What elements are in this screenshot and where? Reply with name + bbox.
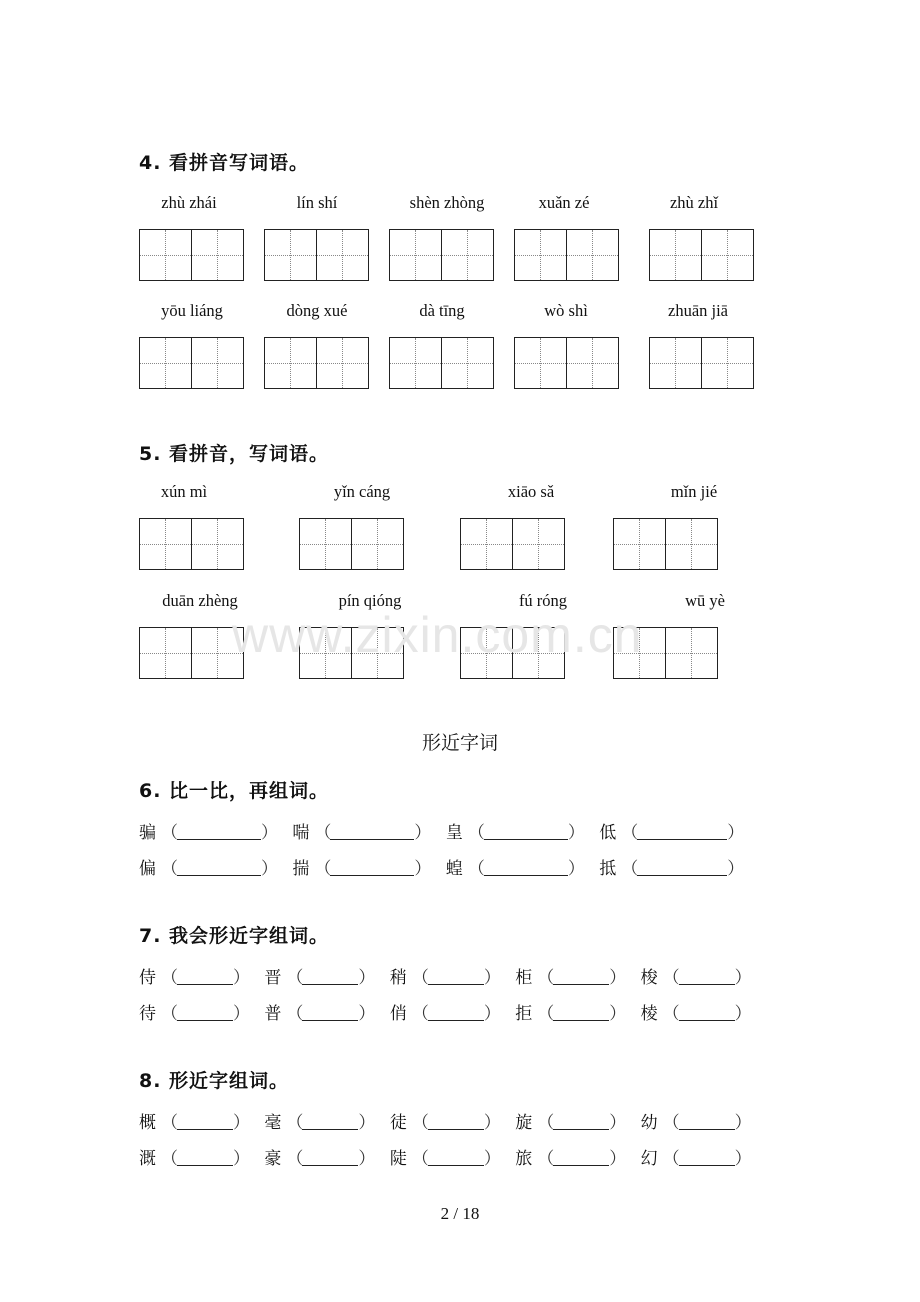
pinyin-label: zhù zhái: [161, 193, 217, 212]
paren: （: [662, 1004, 680, 1024]
answer-blank[interactable]: [177, 970, 233, 985]
paren: ）: [609, 1004, 627, 1024]
paren: （: [411, 1113, 429, 1133]
paren: （: [537, 1004, 555, 1024]
pinyin-label: dòng xué: [286, 301, 348, 320]
paren: （: [662, 1149, 680, 1169]
paren: ）: [233, 1004, 250, 1024]
answer-blank[interactable]: [637, 825, 727, 840]
paren: ）: [261, 859, 278, 879]
paren: ）: [734, 1113, 752, 1133]
paren: （: [537, 968, 555, 988]
answer-blank[interactable]: [553, 1115, 609, 1130]
watermark: www.zixin.com.cn: [232, 607, 643, 663]
pinyin-label: dà tīng: [419, 301, 465, 320]
answer-blank[interactable]: [302, 1115, 358, 1130]
answer-blank[interactable]: [428, 1115, 484, 1130]
paren: ）: [358, 1149, 376, 1169]
answer-blank[interactable]: [679, 1151, 735, 1166]
answer-blank[interactable]: [177, 1151, 233, 1166]
paren: ）: [261, 823, 278, 843]
paren: ）: [734, 1004, 752, 1024]
paren: （: [161, 823, 178, 843]
character: 侍: [139, 968, 156, 988]
answer-blank[interactable]: [330, 861, 414, 876]
pinyin-label: shèn zhòng: [409, 193, 485, 212]
writing-grid[interactable]: [139, 518, 244, 570]
paren: （: [411, 1149, 429, 1169]
paren: （: [286, 1004, 304, 1024]
character: 豪: [264, 1149, 282, 1169]
answer-blank[interactable]: [679, 970, 735, 985]
paren: （: [314, 823, 332, 843]
paren: ）: [233, 968, 250, 988]
question-7-title: 7. 我会形近字组词。: [139, 925, 330, 947]
paren: （: [467, 859, 485, 879]
answer-blank[interactable]: [428, 1151, 484, 1166]
writing-grid[interactable]: [649, 229, 754, 281]
paren: ）: [734, 968, 752, 988]
writing-grid[interactable]: [139, 627, 244, 679]
paren: （: [286, 1149, 304, 1169]
character: 溉: [139, 1149, 156, 1169]
character: 概: [139, 1113, 156, 1133]
answer-blank[interactable]: [679, 1115, 735, 1130]
paren: （: [161, 1149, 178, 1169]
pinyin-label: xiāo sǎ: [507, 482, 555, 501]
writing-grid[interactable]: [389, 337, 494, 389]
paren: （: [161, 968, 178, 988]
paren: ）: [727, 823, 745, 843]
paren: ）: [567, 859, 585, 879]
character: 陡: [389, 1149, 407, 1169]
pinyin-label: wò shì: [544, 301, 588, 320]
answer-blank[interactable]: [553, 1151, 609, 1166]
pinyin-label: fú róng: [518, 591, 568, 610]
q7-row1: [139, 963, 751, 988]
paren: （: [537, 1149, 555, 1169]
pinyin-label: yōu liáng: [161, 301, 223, 320]
q8-row1: [139, 1108, 751, 1133]
character: 骗: [139, 823, 156, 843]
writing-grid[interactable]: [139, 337, 244, 389]
paren: ）: [358, 1004, 376, 1024]
paren: ）: [483, 968, 501, 988]
q6-row1: [139, 818, 743, 843]
answer-blank[interactable]: [637, 861, 727, 876]
writing-grid[interactable]: [460, 518, 565, 570]
answer-blank[interactable]: [553, 970, 609, 985]
paren: （: [161, 1113, 178, 1133]
writing-grid[interactable]: [649, 337, 754, 389]
answer-blank[interactable]: [428, 1006, 484, 1021]
character: 待: [139, 1004, 156, 1024]
paren: （: [467, 823, 485, 843]
character: 揣: [292, 859, 310, 879]
character: 旋: [515, 1113, 533, 1133]
answer-blank[interactable]: [177, 1115, 233, 1130]
paren: （: [662, 1113, 680, 1133]
paren: （: [621, 859, 639, 879]
q7-row2: [139, 999, 751, 1024]
paren: （: [286, 968, 304, 988]
paren: （: [161, 859, 178, 879]
character: 低: [599, 823, 617, 843]
writing-grid[interactable]: [299, 518, 404, 570]
answer-blank[interactable]: [679, 1006, 735, 1021]
answer-blank[interactable]: [302, 1006, 358, 1021]
character: 毫: [264, 1113, 282, 1133]
character: 幼: [640, 1113, 658, 1133]
paren: ）: [483, 1113, 501, 1133]
answer-blank[interactable]: [177, 861, 261, 876]
paren: ）: [233, 1149, 250, 1169]
answer-blank[interactable]: [428, 970, 484, 985]
answer-blank[interactable]: [553, 1006, 609, 1021]
character: 蝗: [445, 859, 463, 879]
writing-grid[interactable]: [139, 229, 244, 281]
writing-grid[interactable]: [514, 229, 619, 281]
writing-grid[interactable]: [514, 337, 619, 389]
answer-blank[interactable]: [484, 825, 568, 840]
pinyin-label: lín shí: [296, 193, 338, 212]
pinyin-label: xún mì: [160, 482, 208, 501]
pinyin-label: duān zhèng: [162, 591, 238, 610]
answer-blank[interactable]: [484, 861, 568, 876]
paren: ）: [567, 823, 585, 843]
character: 俏: [389, 1004, 407, 1024]
question-8-title: 8. 形近字组词。: [139, 1070, 290, 1092]
pinyin-label: zhù zhǐ: [669, 193, 719, 212]
character: 抵: [599, 859, 617, 879]
answer-blank[interactable]: [177, 825, 261, 840]
question-4-title: 4. 看拼音写词语。: [139, 152, 310, 174]
character: 晋: [264, 968, 282, 988]
paren: （: [161, 1004, 178, 1024]
character: 旅: [515, 1149, 533, 1169]
character: 徒: [389, 1113, 407, 1133]
character: 普: [264, 1004, 282, 1024]
pinyin-label: zhuān jiā: [667, 301, 729, 320]
pinyin-label: yǐn cáng: [333, 482, 391, 501]
answer-blank[interactable]: [330, 825, 414, 840]
character: 梭: [640, 968, 658, 988]
character: 稍: [389, 968, 407, 988]
writing-grid[interactable]: [264, 229, 369, 281]
paren: ）: [414, 859, 432, 879]
paren: ）: [414, 823, 432, 843]
page-number: 2 / 18: [440, 1204, 480, 1223]
paren: ）: [483, 1149, 501, 1169]
paren: （: [411, 1004, 429, 1024]
q8-row2: [139, 1144, 751, 1169]
character: 棱: [640, 1004, 658, 1024]
pinyin-label: wū yè: [685, 591, 725, 610]
paren: ）: [358, 968, 376, 988]
question-5-title: 5. 看拼音，写词语。: [139, 443, 330, 465]
answer-blank[interactable]: [302, 970, 358, 985]
paren: （: [286, 1113, 304, 1133]
pinyin-label: xuǎn zé: [538, 193, 590, 212]
character: 偏: [139, 859, 156, 879]
paren: ）: [358, 1113, 376, 1133]
pinyin-label: mǐn jié: [670, 482, 718, 501]
paren: ）: [609, 1149, 627, 1169]
character: 皇: [445, 823, 463, 843]
paren: ）: [233, 1113, 250, 1133]
answer-blank[interactable]: [302, 1151, 358, 1166]
character: 喘: [292, 823, 310, 843]
pinyin-label: pín qióng: [338, 591, 402, 610]
paren: ）: [727, 859, 745, 879]
paren: （: [662, 968, 680, 988]
paren: （: [537, 1113, 555, 1133]
section-title: 形近字词: [421, 732, 498, 754]
writing-grid[interactable]: [613, 518, 718, 570]
character: 柜: [515, 968, 533, 988]
paren: ）: [734, 1149, 752, 1169]
writing-grid[interactable]: [389, 229, 494, 281]
character: 幻: [640, 1149, 658, 1169]
paren: （: [314, 859, 332, 879]
writing-grid[interactable]: [264, 337, 369, 389]
q6-row2: [139, 854, 743, 879]
question-6-title: 6. 比一比，再组词。: [139, 780, 330, 802]
paren: （: [621, 823, 639, 843]
answer-blank[interactable]: [177, 1006, 233, 1021]
paren: ）: [609, 968, 627, 988]
paren: ）: [483, 1004, 501, 1024]
character: 拒: [515, 1004, 533, 1024]
paren: （: [411, 968, 429, 988]
paren: ）: [609, 1113, 627, 1133]
